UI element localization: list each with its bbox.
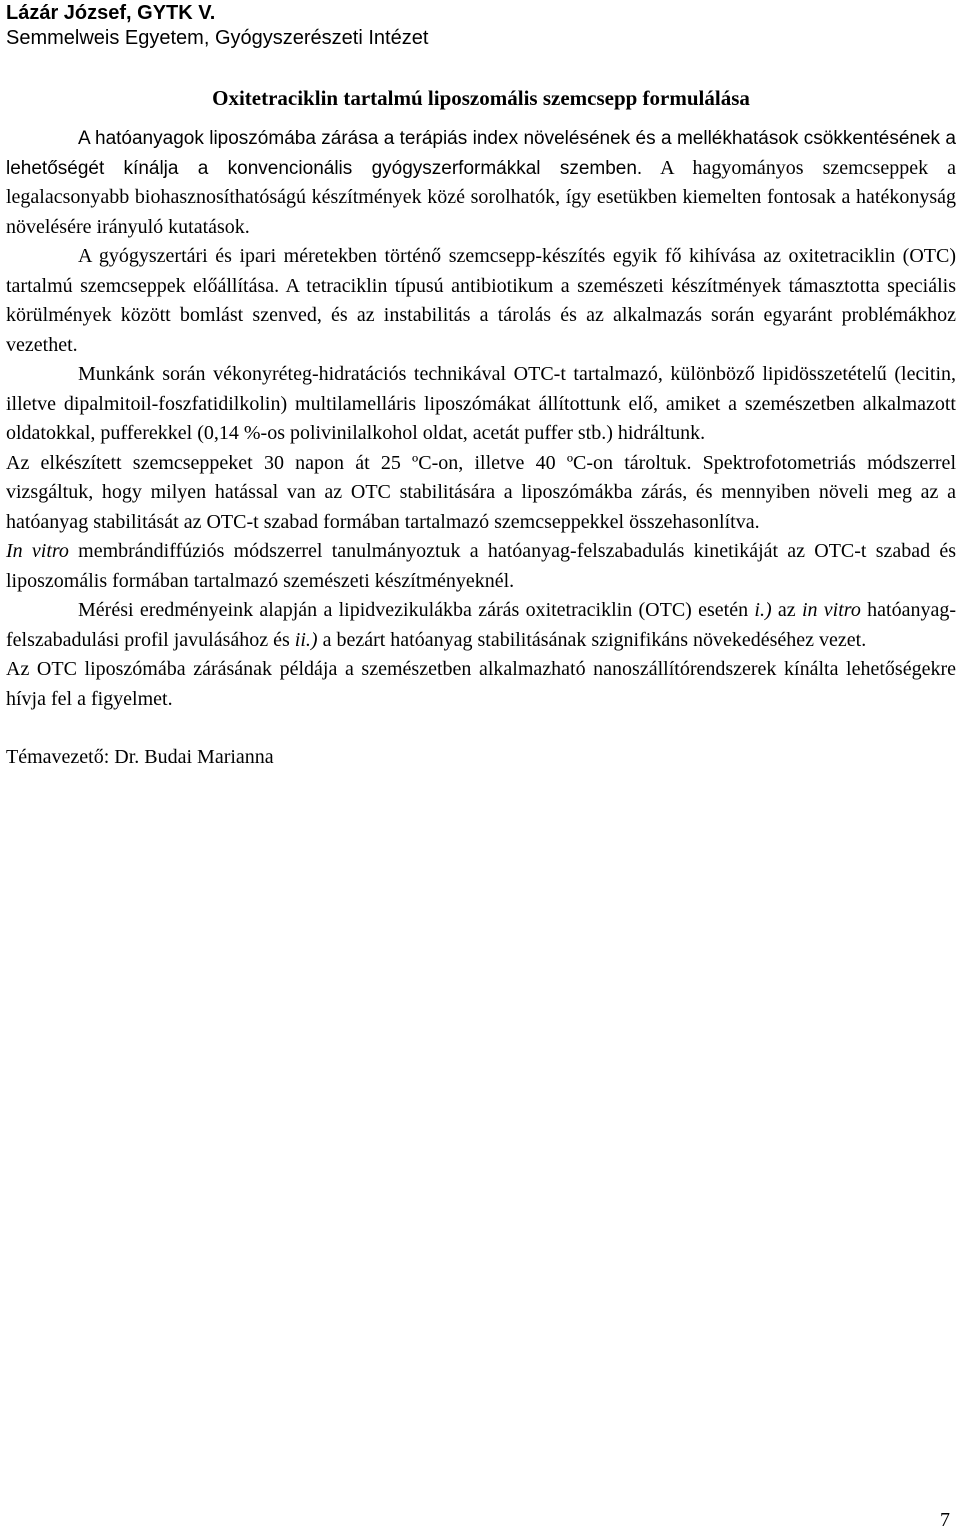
results-italic-i: i.): [754, 599, 772, 621]
institute-line: Semmelweis Egyetem, Gyógyszerészeti Intézet: [6, 27, 429, 49]
document-page: [6, 0, 956, 772]
paragraph-in-vitro: [6, 537, 956, 596]
paragraph-intro-sentence-2: A hagyományos szemcseppek a legalacsonyabb biohasznosíthatóságú készítmények közé sorolhatók, így esetükben kiemelten fontosak a hatékonyság növelésére irányuló kutatások.: [6, 156, 957, 238]
paragraph-results: [6, 596, 956, 655]
paragraph-methods: Munkánk során vékonyréteg-hidratációs technikával OTC-t tartalmazó, különböző lipidösszetételű (lecitin, illetve dipalmitoil-foszfatidilkolin) multilamelláris liposzómákat állítottunk elő, amiket a szemészetben alkalmazott oldatokkal, pufferekkel (0,14 %-os polivinilalkohol oldat, acetát puffer stb.) hidráltunk.: [6, 363, 956, 444]
results-italic-in-vitro: in vitro: [801, 599, 861, 621]
paragraph-intro-sentence-1: A hatóanyagok liposzómába zárása a terápiás index növelésének és a mellékhatások csökkentésének a lehetőségét kínálja a konvencionális gyógyszerformákkal szemben.: [6, 128, 956, 179]
author-line: Lázár József, GYTK V.: [6, 2, 216, 24]
paragraph-intro: [6, 124, 956, 242]
results-part-a: Mérési eredményeink alapján a lipidvezikulákba zárás oxitetraciklin (OTC) esetén: [78, 599, 755, 621]
paragraph-conclusion: Az OTC liposzómába zárásának példája a szemészetben alkalmazható nanoszállítórendszerek kínálta lehetőségekre hívja fel a figyelmet.: [6, 658, 956, 710]
abstract-title: Oxitetraciklin tartalmú liposzomális szemcsepp formulálása: [212, 86, 750, 110]
paragraph-challenge: A gyógyszertári és ipari méretekben történő szemcsepp-készítés egyik fő kihívása az oxitetraciklin (OTC) tartalmú szemcseppek előállítása. A tetraciklin típusú antibiotikum a szemészeti készítmények támasztotta speciális körülmények között bomlást szenved, és az instabilitás a tárolás és az alkalmazás során egyaránt problémákhoz vezethet.: [6, 245, 956, 356]
paragraph-storage: Az elkészített szemcseppeket 30 napon át 25 ºC-on, illetve 40 ºC-on tároltuk. Spektrofotometriás módszerrel vizsgáltuk, hogy milyen hatással van az OTC stabilitására a liposzómákba zárás, és mennyiben növeli meg az a hatóanyag stabilitását az OTC-t szabad formában tartalmazó szemcseppekkel összehasonlítva.: [6, 451, 956, 533]
results-italic-ii: ii.): [294, 628, 318, 651]
results-part-d: a bezárt hatóanyag stabilitásának szignifikáns növekedéséhez vezet.: [317, 628, 867, 651]
results-part-c: hatóanyag-felszabadulási profil javulásához és: [6, 599, 956, 651]
results-part-b: az: [771, 599, 802, 621]
in-vitro-italic: In vitro: [6, 540, 69, 562]
supervisor-line: Témavezető: Dr. Budai Marianna: [6, 746, 274, 768]
in-vitro-rest: membrándiffúziós módszerrel tanulmányoztuk a hatóanyag-felszabadulás kinetikáját az OTC-t szabad és liposzomális formában tartalmazó szemészeti készítményeknél.: [6, 540, 956, 592]
page-number: 7: [940, 1509, 950, 1531]
